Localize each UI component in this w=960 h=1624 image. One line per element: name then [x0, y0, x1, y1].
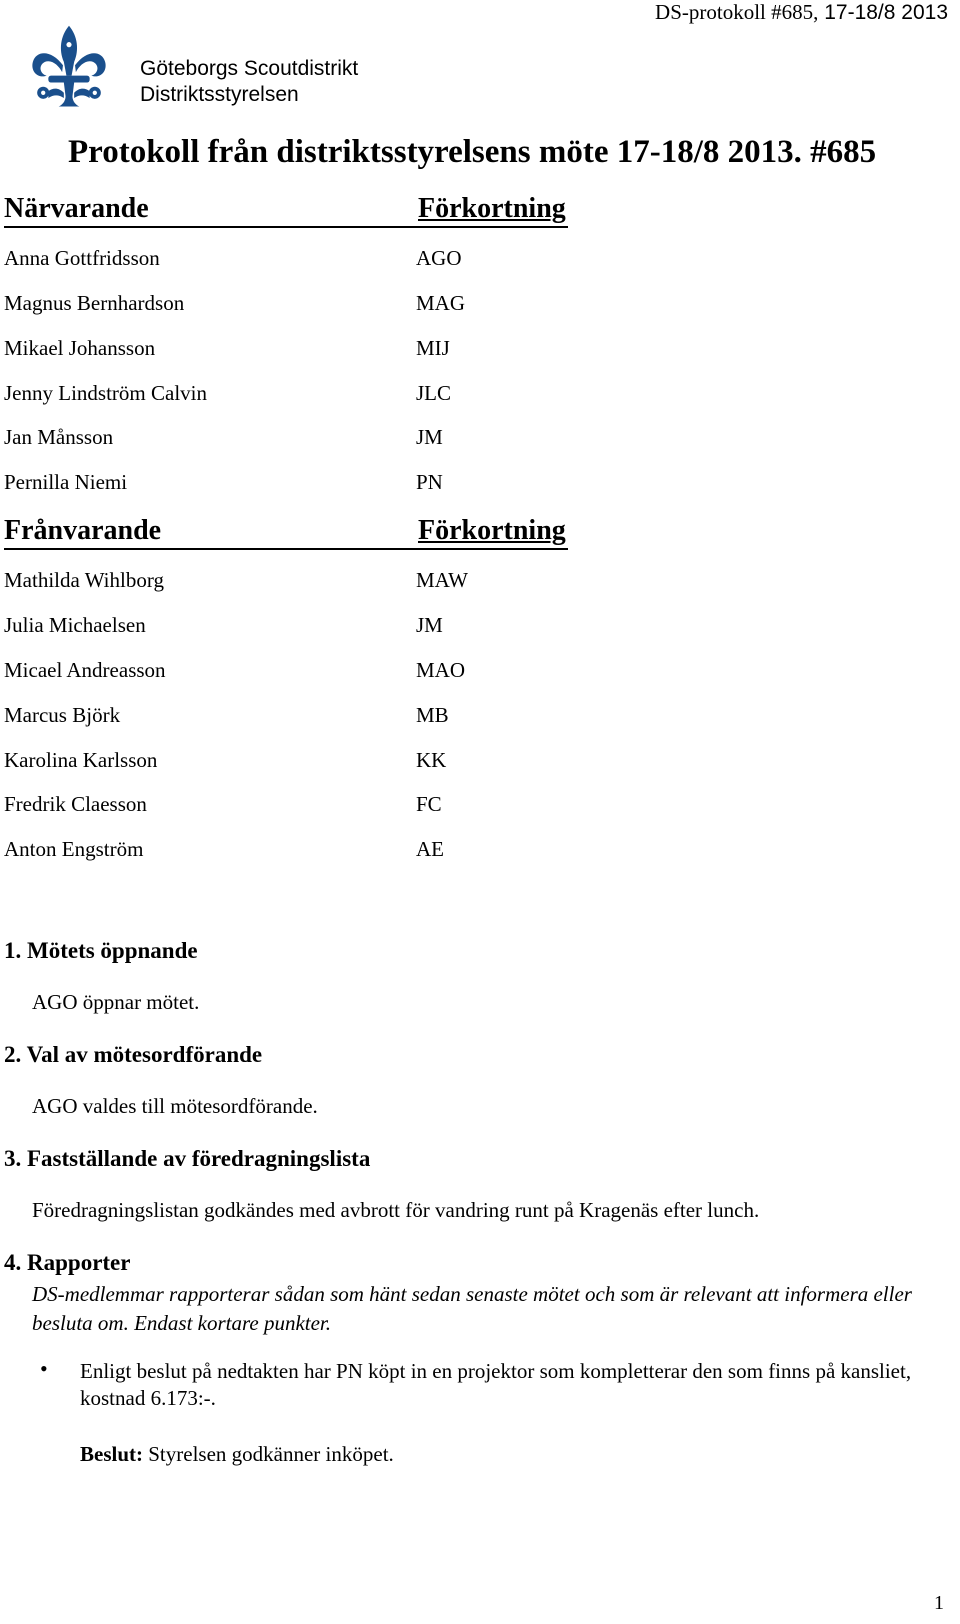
person-abbr: MAG: [416, 291, 466, 315]
item-text: AGO öppnar mötet.: [32, 990, 200, 1014]
present-row: [4, 333, 450, 363]
absent-row: [4, 655, 466, 685]
person-abbr: PN: [416, 470, 443, 494]
protocol-reference: [655, 0, 948, 25]
present-row: [4, 378, 452, 408]
person-abbr: JM: [416, 425, 443, 449]
present-abbr-heading: Förkortning: [418, 193, 566, 224]
absent-header: [4, 514, 568, 550]
person-name: Mathilda Wihlborg: [4, 568, 164, 592]
person-abbr: FC: [416, 792, 442, 816]
person-name: Mikael Johansson: [4, 336, 156, 360]
person-name: Magnus Bernhardson: [4, 291, 185, 315]
bullet-icon: •: [40, 1356, 48, 1381]
absent-heading: Frånvarande: [4, 515, 162, 546]
person-name: Micael Andreasson: [4, 658, 166, 682]
scout-lily-icon: [26, 24, 112, 110]
protocol-reference-prefix: DS-protokoll #685,: [655, 0, 819, 24]
organization-name: [140, 56, 358, 108]
page-number: 1: [934, 1592, 944, 1614]
item-heading: 4. Rapporter: [4, 1250, 131, 1275]
organization-district: Göteborgs Scoutdistrikt: [140, 57, 359, 80]
absent-row: [4, 745, 447, 775]
person-abbr: MIJ: [416, 336, 450, 360]
person-abbr: MAO: [416, 658, 466, 682]
present-row: [4, 467, 443, 497]
absent-row: [4, 700, 449, 730]
absent-abbr-heading: Förkortning: [418, 515, 566, 546]
person-name: Marcus Björk: [4, 703, 121, 727]
decision-label: Beslut:: [80, 1442, 143, 1466]
protocol-reference-date: 17-18/8 2013: [824, 1, 948, 24]
person-name: Anna Gottfridsson: [4, 246, 160, 270]
present-row: [4, 243, 462, 273]
person-name: Julia Michaelsen: [4, 613, 146, 637]
present-heading: Närvarande: [4, 193, 149, 224]
item-intro: DS-medlemmar rapporterar sådan som hänt sedan senaste mötet och som är relevant att informera eller besluta om. Endast kortare punkter.: [32, 1282, 912, 1335]
person-name: Jenny Lindström Calvin: [4, 381, 207, 405]
person-name: Jan Månsson: [4, 425, 114, 449]
person-abbr: JM: [416, 613, 443, 637]
item-heading: 3. Fastställande av föredragningslista: [4, 1146, 371, 1171]
absent-row: [4, 789, 442, 819]
present-row: [4, 288, 466, 318]
absent-row: [4, 610, 443, 640]
decision: [80, 1442, 394, 1467]
page-title: Protokoll från distriktsstyrelsens möte 17-18/8 2013. #685: [68, 134, 877, 170]
person-abbr: MAW: [416, 568, 468, 592]
person-abbr: AE: [416, 837, 444, 861]
organization-board: Distriktsstyrelsen: [140, 83, 299, 106]
bullet-text: Enligt beslut på nedtakten har PN köpt in en projektor som kompletterar den som finns på kansliet, kostnad 6.173:-.: [80, 1359, 912, 1410]
person-name: Anton Engström: [4, 837, 144, 861]
person-name: Fredrik Claesson: [4, 792, 147, 816]
person-abbr: AGO: [416, 246, 462, 270]
absent-row: [4, 565, 468, 595]
person-name: Karolina Karlsson: [4, 748, 158, 772]
person-abbr: JLC: [416, 381, 452, 405]
item-heading: 2. Val av mötesordförande: [4, 1042, 263, 1067]
item-heading: 1. Mötets öppnande: [4, 938, 198, 963]
person-abbr: MB: [416, 703, 449, 727]
present-row: [4, 422, 443, 452]
item-text: Föredragningslistan godkändes med avbrott för vandring runt på Kragenäs efter lunch.: [32, 1198, 760, 1222]
person-abbr: KK: [416, 748, 447, 772]
absent-row: [4, 834, 444, 864]
present-header: [4, 192, 568, 228]
decision-text: Styrelsen godkänner inköpet.: [148, 1442, 394, 1466]
person-name: Pernilla Niemi: [4, 470, 128, 494]
item-text: AGO valdes till mötesordförande.: [32, 1094, 318, 1118]
